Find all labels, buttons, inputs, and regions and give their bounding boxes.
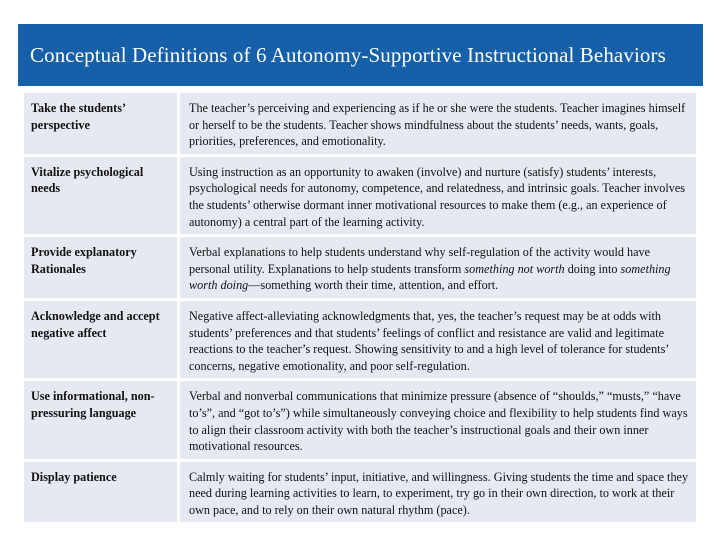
behavior-term: Acknowledge and accept negative affect <box>24 301 177 378</box>
definition-emphasis: something not worth <box>464 261 565 276</box>
behavior-definition <box>180 237 696 298</box>
table-row <box>24 462 696 523</box>
definition-emphasis: something worth doing <box>189 261 671 293</box>
table-row <box>24 237 696 298</box>
behavior-term: Take the students’ perspective <box>24 93 177 154</box>
definitions-table <box>24 93 696 525</box>
behavior-term: Display patience <box>24 462 177 523</box>
slide-title: Conceptual Definitions of 6 Autonomy-Supportive Instructional Behaviors <box>30 42 666 67</box>
table-row <box>24 93 696 154</box>
behavior-term: Vitalize psychological needs <box>24 157 177 234</box>
behavior-definition: Negative affect-alleviating acknowledgments that, yes, the teacher’s request may be at odds with students’ preferences and that students’ feelings of conflict and resistance are valid and legitimate reactions to the teacher’s request. Showing sensitivity to and a high level of tolerance for students’ concerns, negative emotionality, and poor self-regulation. <box>180 301 696 378</box>
behavior-definition: Using instruction as an opportunity to awaken (involve) and nurture (satisfy) students’ interests, psychological needs for autonomy, competence, and relatedness, and intrinsic goals. Teacher involves the students’ otherwise dormant inner motivational resources to make them (e.g., an experience of autonomy) a central part of the learning activity. <box>180 157 696 234</box>
slide-title-bar <box>18 24 703 86</box>
definition-text: doing into <box>564 261 621 276</box>
behavior-definition: Calmly waiting for students’ input, initiative, and willingness. Giving students the time and space they need during learning activities to learn, to experiment, try go in their own direction, to work at their own pace, and to rely on their own natural rhythm (pace). <box>180 462 696 523</box>
behavior-definition: The teacher’s perceiving and experiencing as if he or she were the students. Teacher imagines himself or herself to be the students. Teacher shows mindfulness about the students’ needs, wants, goals, priorities, preferences, and emotionality. <box>180 93 696 154</box>
behavior-term: Use informational, non-pressuring language <box>24 381 177 458</box>
definition-text: —something worth their time, attention, and effort. <box>248 278 499 293</box>
table-row <box>24 301 696 378</box>
behavior-term: Provide explanatory Rationales <box>24 237 177 298</box>
definition-text: Verbal explanations to help students understand why self-regulation of the activity would have personal utility. Explanations to help students transform <box>189 245 650 276</box>
behavior-definition: Verbal and nonverbal communications that minimize pressure (absence of “shoulds,” “musts,” “have to’s”, and “got to’s”) while simultaneously conveying choice and flexibility to help students find ways to align their classroom activity with both the teacher’s instructional goals and their own inner motivational resources. <box>180 381 696 458</box>
table-row <box>24 381 696 458</box>
table-row <box>24 157 696 234</box>
